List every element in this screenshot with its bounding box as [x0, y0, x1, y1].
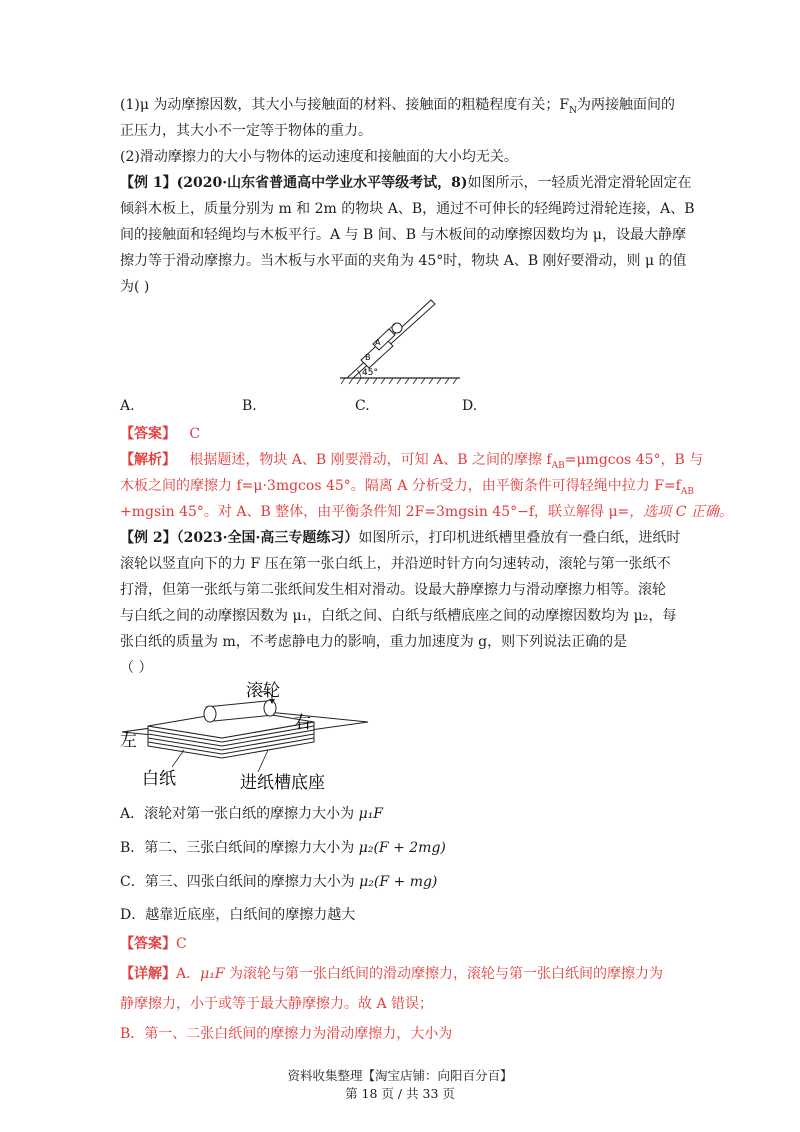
- label-right: 右: [294, 713, 311, 733]
- example-1: [120, 170, 695, 300]
- example-1-options: [120, 398, 695, 418]
- example-1-solution: [120, 421, 733, 525]
- answer-value: C: [189, 426, 201, 442]
- detail-line: 【详解】A．μ₁F 为滚轮与第一张白纸间的滑动摩擦力，滚轮与第一张白纸间的摩擦力为: [120, 966, 664, 982]
- example-2-solution: [120, 929, 695, 1049]
- incline-figure: [335, 296, 465, 388]
- option-b[interactable]: B.: [242, 398, 257, 414]
- answer-label: 【答案】: [120, 936, 176, 952]
- example-1-line: 为( ): [120, 279, 150, 295]
- note-line: (1)μ 为动摩擦因数，其大小与接触面的材料、接触面的粗糙程度有关；$F_N$为两接触面间的: [120, 97, 675, 116]
- answer-line: [120, 421, 695, 447]
- label-a: A: [375, 338, 381, 347]
- footer-page-number: 第 18 页 / 共 33 页: [345, 1086, 455, 1101]
- example-2-line: 打滑，但第一张纸与第二张纸间发生相对滑动。设最大静摩擦力与滑动摩擦力相等。滚轮: [120, 582, 666, 598]
- label-b: B: [365, 353, 371, 362]
- example-2-line: 与白纸之间的动摩擦因数为 μ₁，白纸之间、白纸与纸槽底座之间的动摩擦因数均为 μ₂，每: [120, 608, 677, 624]
- detail-line: 静摩擦力，小于或等于最大静摩擦力。故 A 错误；: [120, 996, 434, 1012]
- answer-label: 【答案】: [120, 426, 176, 442]
- option-c[interactable]: C.: [355, 398, 370, 414]
- example-2-line: 张白纸的质量为 m，不考虑静电力的影响，重力加速度为 g，则下列说法正确的是: [120, 634, 628, 650]
- example-2-tag: 【例 2】（2023·全国·高三专题练习）: [120, 530, 359, 546]
- example-1-line: 倾斜木板上，质量分别为 m 和 2m 的物块 A、B，通过不可伸长的轻绳跨过滑轮连接，A、B: [120, 201, 695, 217]
- example-1-line: 【例 1】(2020·山东省普通高中学业水平等级考试，8)如图所示，一轻质光滑定滑轮固定在: [120, 175, 692, 191]
- note-line: 正压力，其大小不一定等于物体的重力。: [120, 123, 372, 139]
- angle-label: 45°: [362, 368, 378, 378]
- example-2-line: 滚轮以竖直向下的力 F 压在第一张白纸上，并沿逆时针方向匀速转动，滚轮与第一张纸不: [120, 556, 671, 572]
- base-pointer: [258, 750, 268, 772]
- analysis-label: 【解析】: [120, 452, 176, 468]
- example-2-line: 【例 2】（2023·全国·高三专题练习）如图所示，打印机进纸槽里叠放有一叠白纸，进纸时: [120, 530, 681, 546]
- label-paper: 白纸: [142, 769, 176, 789]
- answer-line: [120, 929, 695, 959]
- option-a[interactable]: A.: [120, 398, 135, 414]
- example-1-line: 擦力等于滑动摩擦力。当木板与水平面的夹角为 45°时，物块 A、B 刚好要滑动，则 μ 的值: [120, 253, 687, 269]
- choice-a[interactable]: A．滚轮对第一张白纸的摩擦力大小为 μ₁F: [120, 806, 383, 822]
- example-1-tag: 【例 1】(2020·山东省普通高中学业水平等级考试，8): [120, 175, 468, 191]
- detail-line: B．第一、二张白纸间的摩擦力为滑动摩擦力，大小为: [120, 1026, 453, 1042]
- ground-hatching: [341, 378, 457, 384]
- example-1-line: 间的接触面和轻绳均与木板平行。A 与 B 间、B 与木板间的动摩擦因数均为 μ，设最大静摩: [120, 227, 687, 243]
- printer-figure: [118, 680, 378, 796]
- pulley: [392, 323, 402, 333]
- example-2: [120, 525, 695, 681]
- footer-source: 资料收集整理【淘宝店铺：向阳百分百】: [287, 1068, 513, 1083]
- option-d[interactable]: D.: [462, 398, 478, 414]
- choice-c[interactable]: C．第三、四张白纸间的摩擦力大小为 μ₂(F + mg): [120, 874, 438, 890]
- choice-d[interactable]: D．越靠近底座，白纸间的摩擦力越大: [120, 907, 356, 923]
- choice-b[interactable]: B．第二、三张白纸间的摩擦力大小为 μ₂(F + 2mg): [120, 840, 446, 856]
- paper-pointer: [172, 750, 184, 767]
- analysis-line: 木板之间的摩擦力 f=μ·3mgcos 45°。隔离 A 分析受力，由平衡条件可得轻绳中拉力 $F=f_{AB}$: [120, 478, 694, 497]
- label-base: 进纸槽底座: [240, 773, 325, 793]
- example-2-line: （ ）: [120, 660, 153, 676]
- label-left: 左: [120, 731, 137, 751]
- notes-section: [120, 92, 695, 170]
- label-roller: 滚轮: [246, 681, 280, 701]
- note-line: (2)滑动摩擦力的大小与物体的运动速度和接触面的大小均无关。: [120, 149, 518, 165]
- analysis-line: +mgsin 45°。对 A、B 整体，由平衡条件知 2F=3mgsin 45°−f，联立解得 μ=，选项 C 正确。: [120, 504, 733, 520]
- answer-value: C: [176, 936, 187, 952]
- analysis-line: 【解析】 根据题述，物块 A、B 刚要滑动，可知 A、B 之间的摩擦 $f_{AB}=\mu mgcos$ 45°，B 与: [120, 452, 704, 471]
- detail-label: 【详解】: [120, 966, 176, 982]
